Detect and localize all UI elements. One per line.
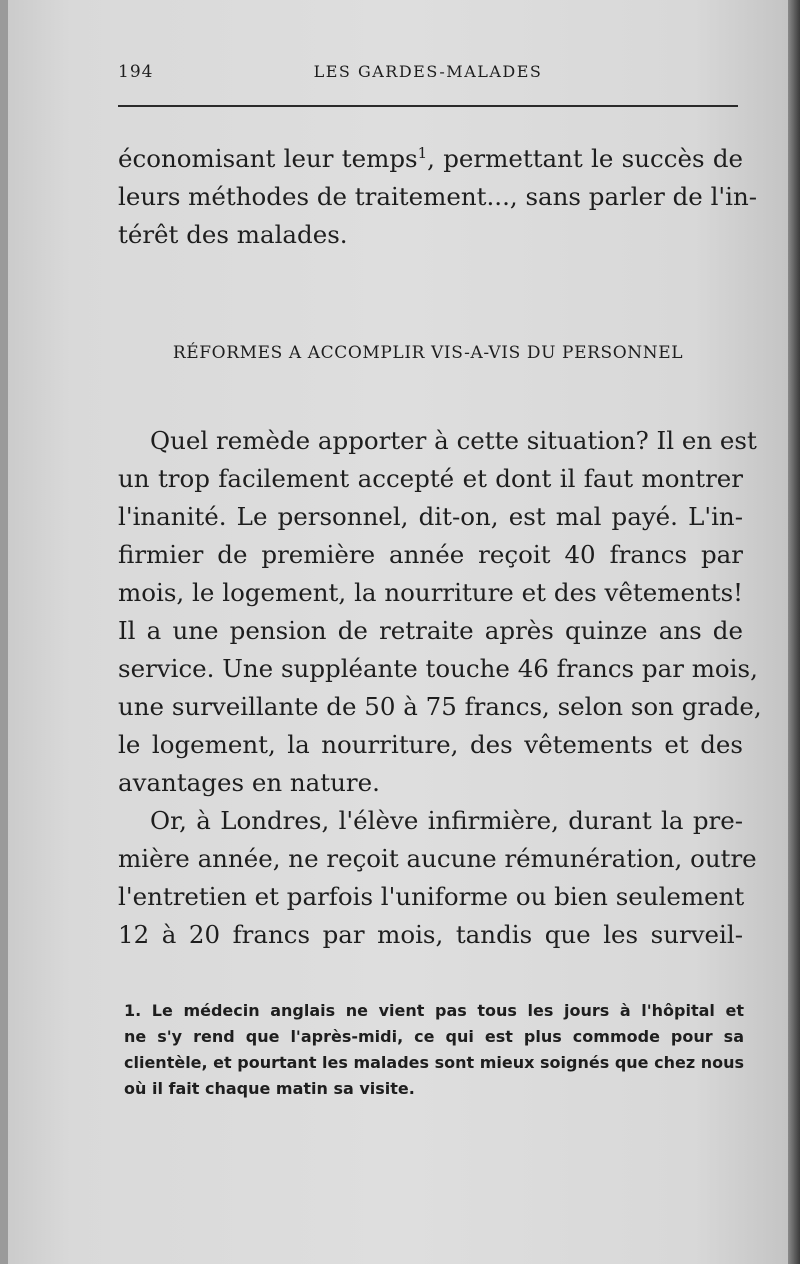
text-line: un trop facilement accepté et dont il faut montrer [118, 464, 743, 493]
page-edge-shadow [788, 0, 800, 1264]
text-line: térêt des malades. [118, 220, 348, 249]
text-line: Quel remède apporter à cette situation? Il en est [150, 426, 757, 455]
page-number: 194 [118, 62, 154, 82]
text-line: Or, à Londres, l'élève infirmière, durant la pre- [150, 806, 743, 835]
running-title: LES GARDES-MALADES [313, 62, 543, 81]
footnote [124, 998, 744, 1102]
continuation-paragraph [118, 140, 758, 254]
text-line: Il a une pension de retraite après quinze ans de [118, 616, 743, 645]
footnote-line: 1. Le médecin anglais ne vient pas tous les jours à l'hôpital et [124, 1001, 744, 1020]
footnote-line: où il fait chaque matin sa visite. [124, 1079, 415, 1098]
paragraph-2 [118, 802, 757, 954]
header-rule [118, 105, 738, 107]
footnote-ref: 1 [417, 143, 428, 162]
text-line: économisant leur temps$^1$, permettant le succès de [118, 143, 744, 173]
text-line: avantages en nature. [118, 768, 380, 797]
text-line: mière année, ne reçoit aucune rémunération, outre [118, 844, 757, 873]
footnote-line: clientèle, et pourtant les malades sont mieux soignés que chez nous [124, 1053, 744, 1072]
text-line: firmier de première année reçoit 40 francs par [118, 540, 743, 569]
paragraph-1 [118, 422, 762, 802]
text-line: mois, le logement, la nourriture et des vêtements! [118, 578, 743, 607]
text-line: une surveillante de 50 à 75 francs, selon son grade, [118, 692, 762, 721]
text-line: leurs méthodes de traitement..., sans parler de l'in- [118, 182, 758, 211]
section-heading: RÉFORMES A ACCOMPLIR VIS-A-VIS DU PERSONNEL [172, 343, 684, 363]
book-page [8, 0, 788, 1264]
text-line: 12 à 20 francs par mois, tandis que les surveil- [118, 920, 743, 949]
footnote-line: ne s'y rend que l'après-midi, ce qui est plus commode pour sa [124, 1027, 744, 1046]
text-line: service. Une suppléante touche 46 francs par mois, [118, 654, 758, 683]
text-line: le logement, la nourriture, des vêtements et des [118, 730, 743, 759]
text-line: l'entretien et parfois l'uniforme ou bien seulement [118, 882, 745, 911]
page-header [118, 62, 738, 86]
text-line: l'inanité. Le personnel, dit-on, est mal payé. L'in- [118, 502, 743, 531]
